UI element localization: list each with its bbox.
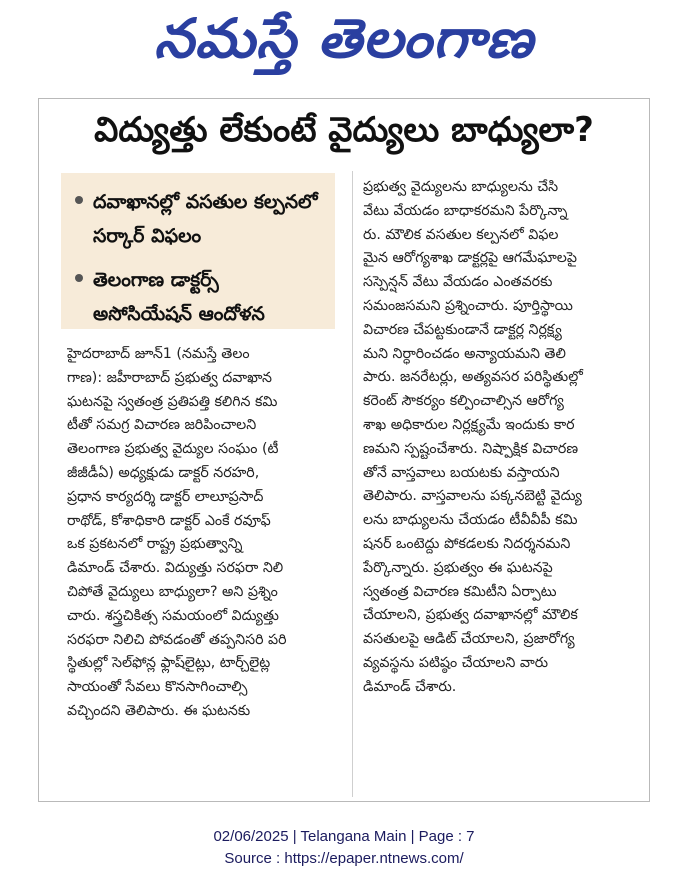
column-divider xyxy=(352,171,353,797)
body-text-line: టీతో సమగ్ర విచారణ జరిపించాలని xyxy=(67,417,257,434)
body-text-line: లను బాధ్యులను చేయడం టీవీవీపీ కమి xyxy=(363,512,578,529)
body-text-line: పారు. జనరేటర్లు, అత్యవసర పరిస్థితుల్లో xyxy=(363,369,583,386)
highlight-text: దవాఖానల్లో వసతుల కల్పనలో సర్కార్ విఫలం xyxy=(93,191,318,247)
body-text-line: సాయంతో సేవలు కొనసాగించాల్సి xyxy=(67,679,248,696)
body-text-line: డిమాండ్ చేశారు. xyxy=(363,678,457,695)
body-text-line: వేటు వేయడం బాధాకరమని పేర్కొన్నా xyxy=(363,202,568,219)
body-text-line: ఘటనపై స్వతంత్ర ప్రతిపత్తి కలిగిన కమి xyxy=(67,393,278,410)
body-text-line: చారు. శస్త్రచికిత్స సమయంలో విద్యుత్తు xyxy=(67,607,279,624)
left-column-body xyxy=(67,343,335,724)
highlights-box xyxy=(61,173,335,329)
bullet-icon xyxy=(75,274,83,282)
body-text-line: రు. మౌలిక వసతుల కల్పనలో విఫల xyxy=(363,226,559,243)
article-headline: విద్యుత్తు లేకుంటే వైద్యులు బాధ్యులా? xyxy=(94,110,594,150)
body-text-line: వ్యవస్థను పటిష్ఠం చేయాలని వారు xyxy=(363,654,549,671)
body-text-line: మైన ఆరోగ్యశాఖ డాక్టర్లపై ఆగమేఘాలపై xyxy=(363,250,577,267)
body-text-line: పేర్కొన్నారు. ప్రభుత్వం ఈ ఘటనపై xyxy=(363,559,553,576)
body-text-line: ణమని స్పష్టంచేశారు. నిష్పాక్షిక విచారణ xyxy=(363,440,579,457)
masthead-logo-text: నమస్తే తెలంగాణ xyxy=(154,6,534,70)
body-text-line: కరెంట్ సౌకర్యం కల్పించాల్సిన ఆరోగ్య xyxy=(363,393,564,410)
body-text-line: హైదరాబాద్ జూన్1 (నమస్తే తెలం xyxy=(67,346,250,362)
body-text-line: విచారణ చేపట్టకుండానే డాక్టర్ల నిర్లక్ష్య xyxy=(363,321,562,338)
body-text-line: ప్రధాన కార్యదర్శి డాక్టర్ లాలూప్రసాద్ xyxy=(67,488,264,505)
body-text-line: తెలంగాణ ప్రభుత్వ వైద్యుల సంఘం (టీ xyxy=(67,441,279,458)
body-text-line: చేయాలని, ప్రభుత్వ దవాఖానల్లో మౌలిక xyxy=(363,607,578,624)
body-text-line: ఒక ప్రకటనలో రాష్ట్ర ప్రభుత్వాన్ని xyxy=(67,536,243,553)
bullet-icon xyxy=(75,196,83,204)
body-text-line: సస్పెన్షన్ వేటు వేయడం ఎంతవరకు xyxy=(363,274,553,291)
highlight-text: తెలంగాణ డాక్టర్స్ అసోసియేషన్ ఆందోళన xyxy=(93,269,265,325)
body-text-line: షనర్ ఒంటెద్దు పోకడలకు నిదర్శనమని xyxy=(363,535,571,552)
footer-source: Source : https://epaper.ntnews.com/ xyxy=(224,850,464,867)
right-column-body xyxy=(363,176,631,700)
footer-edition-info: 02/06/2025 | Telangana Main | Page : 7 xyxy=(213,828,475,845)
body-text-line: స్వతంత్ర విచారణ కమిటీని ఏర్పాటు xyxy=(363,583,557,600)
body-text-line: జీజీడీఏ) అధ్యక్షుడు డాక్టర్ నరహరి, xyxy=(67,464,260,481)
body-text-line: గాణ): జహీరాబాద్ ప్రభుత్వ దవాఖాన xyxy=(67,369,272,386)
highlight-item xyxy=(75,185,323,253)
body-text-line: తోనే వాస్తవాలు బయటకు వస్తాయని xyxy=(363,464,560,481)
body-text-line: సరఫరా నిలిచి పోవడంతో తప్పనిసరి పరి xyxy=(67,631,287,648)
body-text-line: వసతులపై ఆడిట్ చేయాలని, ప్రజారోగ్య xyxy=(363,631,575,648)
body-text-line: తెలిపారు. వాస్తవాలను పక్కనబెట్టి వైద్యు xyxy=(363,488,582,505)
body-text-line: చిపోతే వైద్యులు బాధ్యులా? అని ప్రశ్నిం xyxy=(67,583,278,600)
newspaper-masthead xyxy=(0,6,688,84)
article-clipping xyxy=(38,98,650,802)
body-text-line: డిమాండ్ చేశారు. విద్యుత్తు సరఫరా నిలి xyxy=(67,560,284,577)
highlight-item xyxy=(75,263,323,331)
body-text-line: రాథోడ్, కోశాధికారి డాక్టర్ ఎంకే రవూఫ్ xyxy=(67,512,271,529)
body-text-line: ప్రభుత్వ వైద్యులను బాధ్యులను చేసి xyxy=(363,179,559,195)
body-text-line: శాఖ అధికారుల నిర్లక్ష్యమే ఇందుకు కార xyxy=(363,416,575,433)
body-text-line: సమంజసమని ప్రశ్నించారు. పూర్తిస్థాయి xyxy=(363,297,573,314)
body-text-line: స్థితుల్లో సెల్‌ఫోన్ల ఫ్లాష్‌లైట్లు, టార్చ్‌లైట్ల xyxy=(67,655,271,672)
body-text-line: మని నిర్ధారించడం అన్యాయమని తెలి xyxy=(363,345,566,362)
body-text-line: వచ్చిందని తెలిపారు. ఈ ఘటనకు xyxy=(67,702,251,719)
